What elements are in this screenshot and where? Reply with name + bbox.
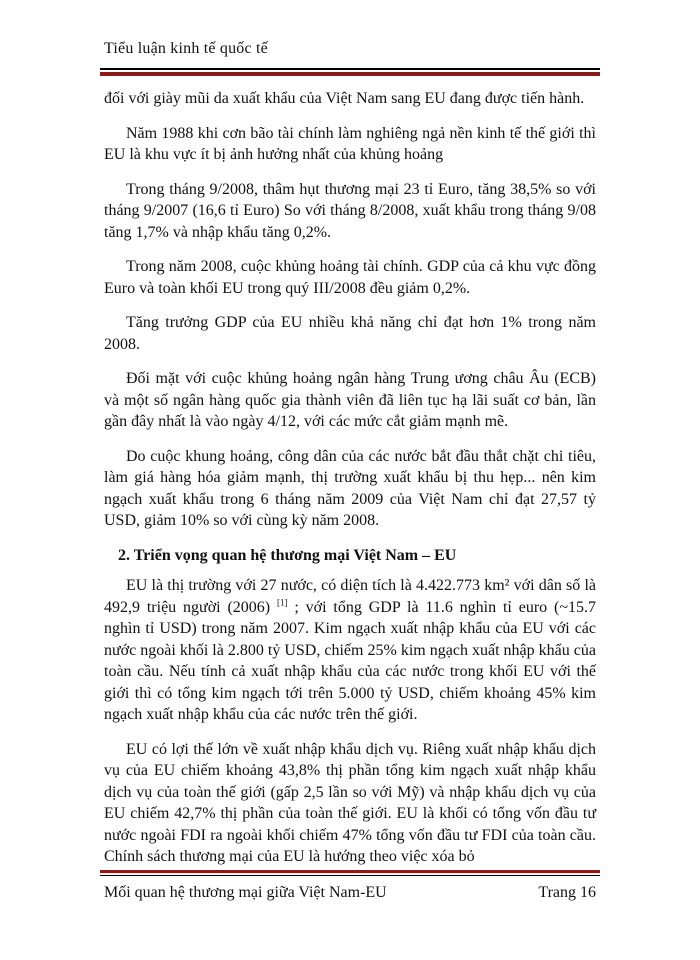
page-number: Trang 16 — [538, 884, 596, 901]
header-rule-thin — [100, 68, 600, 70]
footnote-ref[interactable]: [1] — [277, 597, 288, 608]
paragraph: Năm 1988 khi cơn bão tài chính làm nghiêng ngả nền kinh tế thế giới thì EU là khu vực ít bị ảnh hưởng nhất của khủng hoảng — [104, 124, 596, 163]
paragraph-text: EU là thị trường với 27 nước, có diện tích là 4.422.773 km² với dân số là 492,9 triệu người (2006) — [104, 577, 596, 616]
section-heading: 2. Triển vọng quan hệ thương mại Việt Nam – EU — [118, 546, 457, 564]
header-rule-thick — [100, 72, 600, 76]
footer-title: Mối quan hệ thương mại giữa Việt Nam-EU — [104, 884, 387, 901]
paragraph: Tăng trưởng GDP của EU nhiều khả năng chỉ đạt hơn 1% trong năm 2008. — [104, 314, 596, 353]
footer-rule-thick — [100, 870, 600, 873]
paragraph: Trong năm 2008, cuộc khủng hoảng tài chính. GDP của cả khu vực đồng Euro và toàn khối EU trong quý III/2008 đều giảm 0,2%. — [104, 258, 596, 297]
paragraph: Trong tháng 9/2008, thâm hụt thương mại 23 tỉ Euro, tăng 38,5% so với tháng 9/2007 (16,6 tỉ Euro) So với tháng 8/2008, xuất khẩu trong tháng 9/08 tăng 1,7% và nhập khẩu tăng 0,2%. — [104, 180, 596, 241]
paragraph-text: ; với tổng GDP là 11.6 nghìn tỉ euro (~15.7 nghìn tỉ USD) trong năm 2007. Kim ngạch xuất nhập khẩu của EU với các nước ngoài khối là 2.800 tỷ USD, chiếm 25% kim ngạch xuất nhập khẩu của toàn cầu. Nếu tính cả xuất nhập khẩu của các nước trong khối EU với thế giới thì có tổng kim ngạch tới trên 5.000 tỷ USD, chiếm khoảng 45% kim ngạch xuất nhập khẩu của các nước trên thế giới. — [104, 598, 596, 723]
paragraph — [104, 575, 596, 726]
document-body — [104, 88, 596, 881]
paragraph: Do cuộc khung hoảng, công dân của các nước bắt đầu thắt chặt chi tiêu, làm giá hàng hóa giảm mạnh, thị trường xuất khẩu bị thu hẹp... nên kim ngạch xuất khẩu trong 6 tháng năm 2009 của Việt Nam chỉ đạt 27,57 tỷ USD, giảm 10% so với cùng kỳ năm 2008. — [104, 447, 596, 529]
footer-rule-thin — [100, 875, 600, 876]
paragraph: EU có lợi thế lớn về xuất nhập khẩu dịch vụ. Riêng xuất nhập khẩu dịch vụ của EU chiếm khoảng 43,8% thị phần tổng kim ngạch xuất nhập khẩu dịch vụ của toàn thế giới (gấp 2,5 lần so với Mỹ) và nhập khẩu dịch vụ của EU chiếm 42,7% thị phần của toàn thế giới. EU là khối có tổng vốn đầu tư nước ngoài FDI ra ngoài khối chiếm 47% tổng vốn đầu tư FDI của toàn cầu. Chính sách thương mại của EU là hướng theo việc xóa bỏ — [104, 740, 596, 865]
paragraph: đối với giày mũi da xuất khẩu của Việt Nam sang EU đang được tiến hành. — [104, 90, 585, 107]
paragraph: Đối mặt với cuộc khủng hoảng ngân hàng Trung ương châu Âu (ECB) và một số ngân hàng quốc gia thành viên đã liên tục hạ lãi suất cơ bản, lần gần đây nhất là vào ngày 4/12, với các mức cắt giảm mạnh mẽ. — [104, 370, 596, 430]
page-header-title: Tiểu luận kinh tế quốc tế — [104, 40, 268, 57]
